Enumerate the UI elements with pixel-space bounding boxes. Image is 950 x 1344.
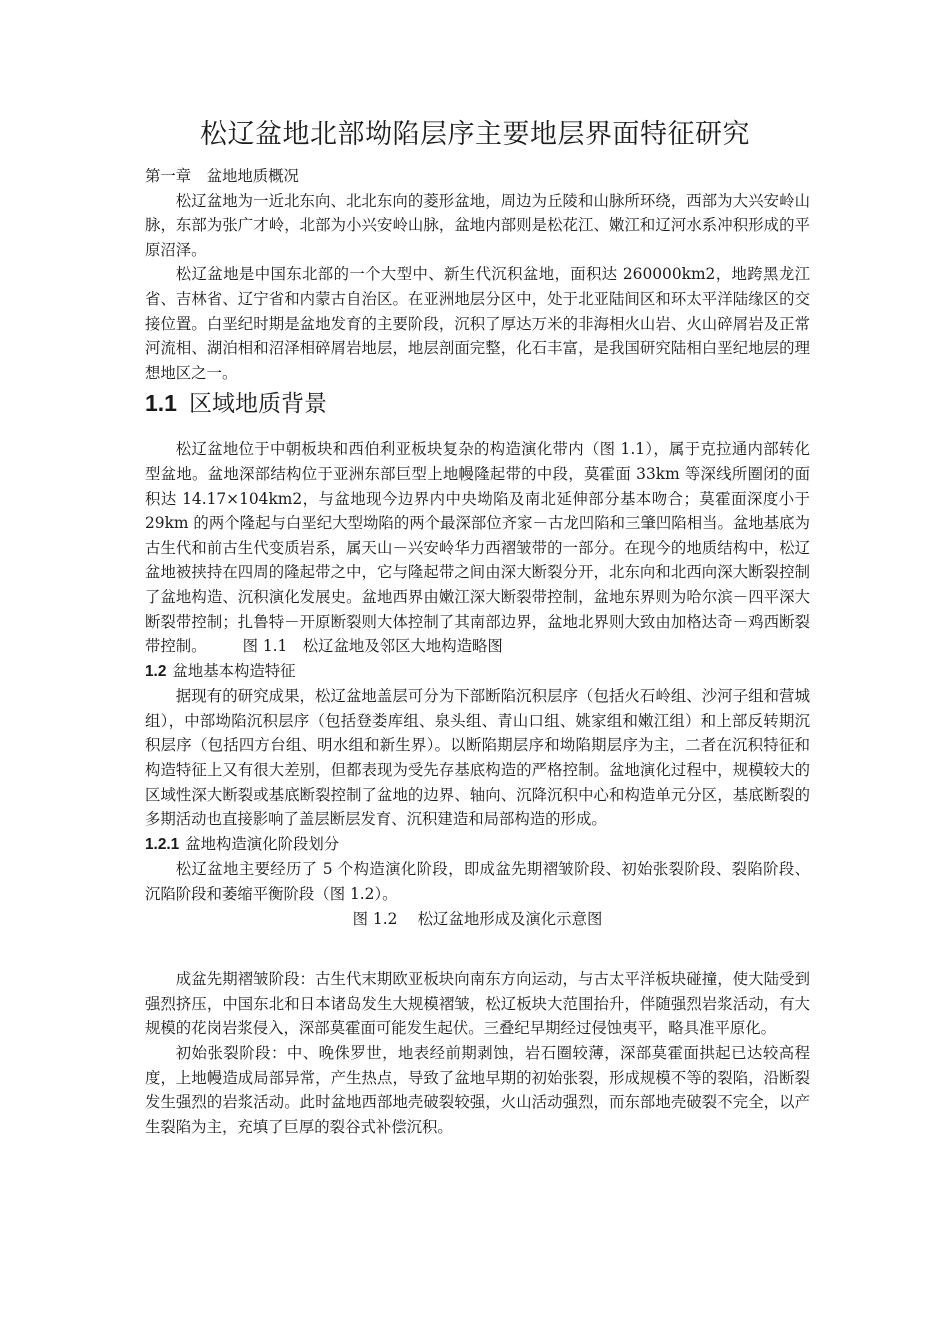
- section-heading-1-2-1: [145, 832, 810, 858]
- section-number: 1.2: [145, 662, 167, 680]
- section-title: 盆地基本构造特征: [172, 661, 296, 680]
- chapter-heading: 第一章 盆地地质概况: [145, 167, 299, 185]
- document-title: 松辽盆地北部坳陷层序主要地层界面特征研究: [200, 119, 750, 150]
- paragraph-intro-2: 松辽盆地是中国东北部的一个大型中、新生代沉积盆地，面积达 260000km2，地跨黑龙江省、吉林省、辽宁省和内蒙古自治区。在亚洲地层分区中，处于北亚陆间区和环太平洋陆缘区的交接位置。白垩纪时期是盆地发育的主要阶段，沉积了厚达万米的非海相火山岩、火山碎屑岩及正常河流相、湖泊相和沼泽相碎屑岩地层，地层剖面完整，化石丰富，是我国研究陆相白垩纪地层的理想地区之一。: [145, 265, 810, 382]
- section-heading-1-2: [145, 659, 810, 685]
- figure-1-2-caption: 图 1.2 松辽盆地形成及演化示意图: [352, 909, 603, 928]
- paragraph-1-1: [145, 437, 810, 658]
- figure-1-1-caption: 图 1.1 松辽盆地及邻区大地构造略图: [242, 637, 503, 656]
- section-number: 1.1: [145, 390, 177, 417]
- paragraph-stage-2: 初始张裂阶段：中、晚侏罗世，地表经前期剥蚀，岩石圈较薄，深部莫霍面拱起已达较高程度，上地幔造成局部异常，产生热点，导致了盆地早期的初始张裂，形成规模不等的裂陷，沿断裂发生强烈的岩浆活动。此时盆地西部地壳破裂较强，火山活动强烈，而东部地壳破裂不完全，以产生裂陷为主，充填了巨厚的裂谷式补偿沉积。: [145, 1044, 810, 1136]
- section-title: 盆地构造演化阶段划分: [185, 834, 340, 853]
- paragraph-intro-1: 松辽盆地为一近北东向、北北东向的菱形盆地，周边为丘陵和山脉所环绕，西部为大兴安岭山脉，东部为张广才岭，北部为小兴安岭山脉，盆地内部则是松花江、嫩江和辽河水系冲积形成的平原沼泽。: [145, 191, 810, 259]
- section-title: 区域地质背景: [188, 391, 327, 418]
- paragraph-1-1-text: 松辽盆地位于中朝板块和西伯利亚板块复杂的构造演化带内（图 1.1），属于克拉通内部转化型盆地。盆地深部结构位于亚洲东部巨型上地幔隆起带的中段，莫霍面 33km 等深线所圈闭的面积达 14.17×104km2，与盆地现今边界内中央坳陷及南北延伸部分基本吻合；莫霍面深度小于 29km 的两个隆起与白垩纪大型坳陷的两个最深部位齐家－古龙凹陷和三肇凹陷相当。盆地基底为古生代和前古生代变质岩系，属天山－兴安岭华力西褶皱带的一部分。在现今的地质结构中，松辽盆地被挟持在四周的隆起带之中，它与隆起带之间由深大断裂分开，北东向和北西向深大断裂控制了盆地构造、沉积演化发展史。盆地西界由嫩江深大断裂带控制，盆地东界则为哈尔滨－四平深大断裂带控制；扎鲁特－开原断裂则大体控制了其南部边界，盆地北界则大致由加格达奇－鸡西断裂带控制。: [145, 440, 810, 656]
- section-heading-1-1: [145, 388, 810, 419]
- section-number: 1.2.1: [145, 835, 180, 853]
- document-body: [145, 164, 810, 1139]
- paragraph-1-2-1: 松辽盆地主要经历了 5 个构造演化阶段，即成盆先期褶皱阶段、初始张裂阶段、裂陷阶段、沉陷阶段和萎缩平衡阶段（图 1.2）。: [145, 860, 810, 904]
- paragraph-stage-1: 成盆先期褶皱阶段：古生代末期欧亚板块向南东方向运动，与古太平洋板块碰撞，使大陆受到强烈挤压，中国东北和日本诸岛发生大规模褶皱，松辽板块大范围抬升，伴随强烈岩浆活动，有大规模的花岗岩浆侵入，深部莫霍面可能发生起伏。三叠纪早期经过侵蚀夷平，略具准平原化。: [145, 970, 810, 1038]
- paragraph-1-2: 据现有的研究成果，松辽盆地盖层可分为下部断陷沉积层序（包括火石岭组、沙河子组和营城组），中部坳陷沉积层序（包括登娄库组、泉头组、青山口组、姚家组和嫩江组）和上部反转期沉积层序（包括四方台组、明水组和新生界）。以断陷期层序和坳陷期层序为主，二者在沉积特征和构造特征上又有很大差别，但都表现为受先存基底构造的严格控制。盆地演化过程中，规模较大的区域性深大断裂或基底断裂控制了盆地的边界、轴向、沉降沉积中心和构造单元分区，基底断裂的多期活动也直接影响了盖层断层发育、沉积建造和局部构造的形成。: [145, 687, 810, 829]
